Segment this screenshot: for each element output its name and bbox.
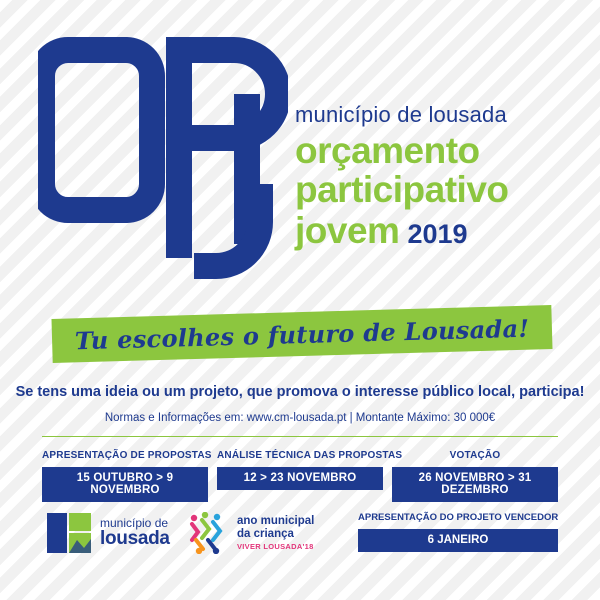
letter-j-icon — [194, 94, 260, 266]
crianca-logo-line1: ano municipal — [237, 514, 315, 527]
winner-block — [358, 512, 558, 552]
headline-line2: participativo — [295, 168, 509, 210]
phase-item — [42, 450, 212, 502]
phase-date-badge: 15 OUTUBRO > 9 NOVEMBRO — [42, 467, 208, 502]
headline-line1: orçamento — [295, 130, 480, 172]
phase-title: ANÁLISE TÉCNICA DAS PROPOSTAS — [217, 450, 403, 461]
crianca-logo-line2: da criança — [237, 527, 294, 540]
lousada-municipality-logo — [46, 512, 170, 554]
lousada-shield-icon — [46, 512, 92, 554]
crianca-logo-line3: VIVER LOUSADA'18 — [237, 541, 314, 551]
winner-title: APRESENTAÇÃO DO PROJETO VENCEDOR — [358, 512, 559, 523]
phase-date-badge: 12 > 23 NOVEMBRO — [217, 467, 383, 490]
children-figures-icon — [186, 512, 230, 554]
phase-date-badge: 26 NOVEMBRO > 31 DEZEMBRO — [392, 467, 558, 502]
phase-title: APRESENTAÇÃO DE PROPOSTAS — [42, 450, 212, 461]
phase-title: VOTAÇÃO — [449, 450, 501, 461]
lousada-logo-line1: município de — [100, 515, 169, 530]
headline-municipio: município de lousada — [295, 102, 507, 127]
subinfo-text: Normas e Informações em: www.cm-lousada.pt | Montante Máximo: 30 000€ — [104, 412, 496, 424]
ano-municipal-crianca-logo — [186, 512, 314, 554]
winner-date-badge: 6 JANEIRO — [358, 529, 558, 552]
headline-line3-row — [295, 210, 595, 252]
lousada-logo-text — [100, 517, 170, 550]
headline-line3: jovem — [295, 209, 400, 251]
phase-item — [392, 450, 558, 502]
slogan-text: Tu escolhes o futuro de Lousada! — [74, 313, 530, 355]
divider-rule — [42, 436, 558, 437]
headline-year: 2019 — [407, 218, 468, 249]
phase-item — [217, 450, 403, 502]
lead-text: Se tens uma ideia ou um projeto, que promova o interesse público local, participa! — [15, 384, 585, 400]
letter-o-icon — [42, 50, 152, 210]
phases-row — [42, 450, 558, 502]
headline-block — [295, 102, 595, 252]
lousada-logo-line2: lousada — [100, 528, 170, 550]
crianca-logo-text — [237, 515, 314, 551]
opj-logo — [38, 34, 288, 314]
